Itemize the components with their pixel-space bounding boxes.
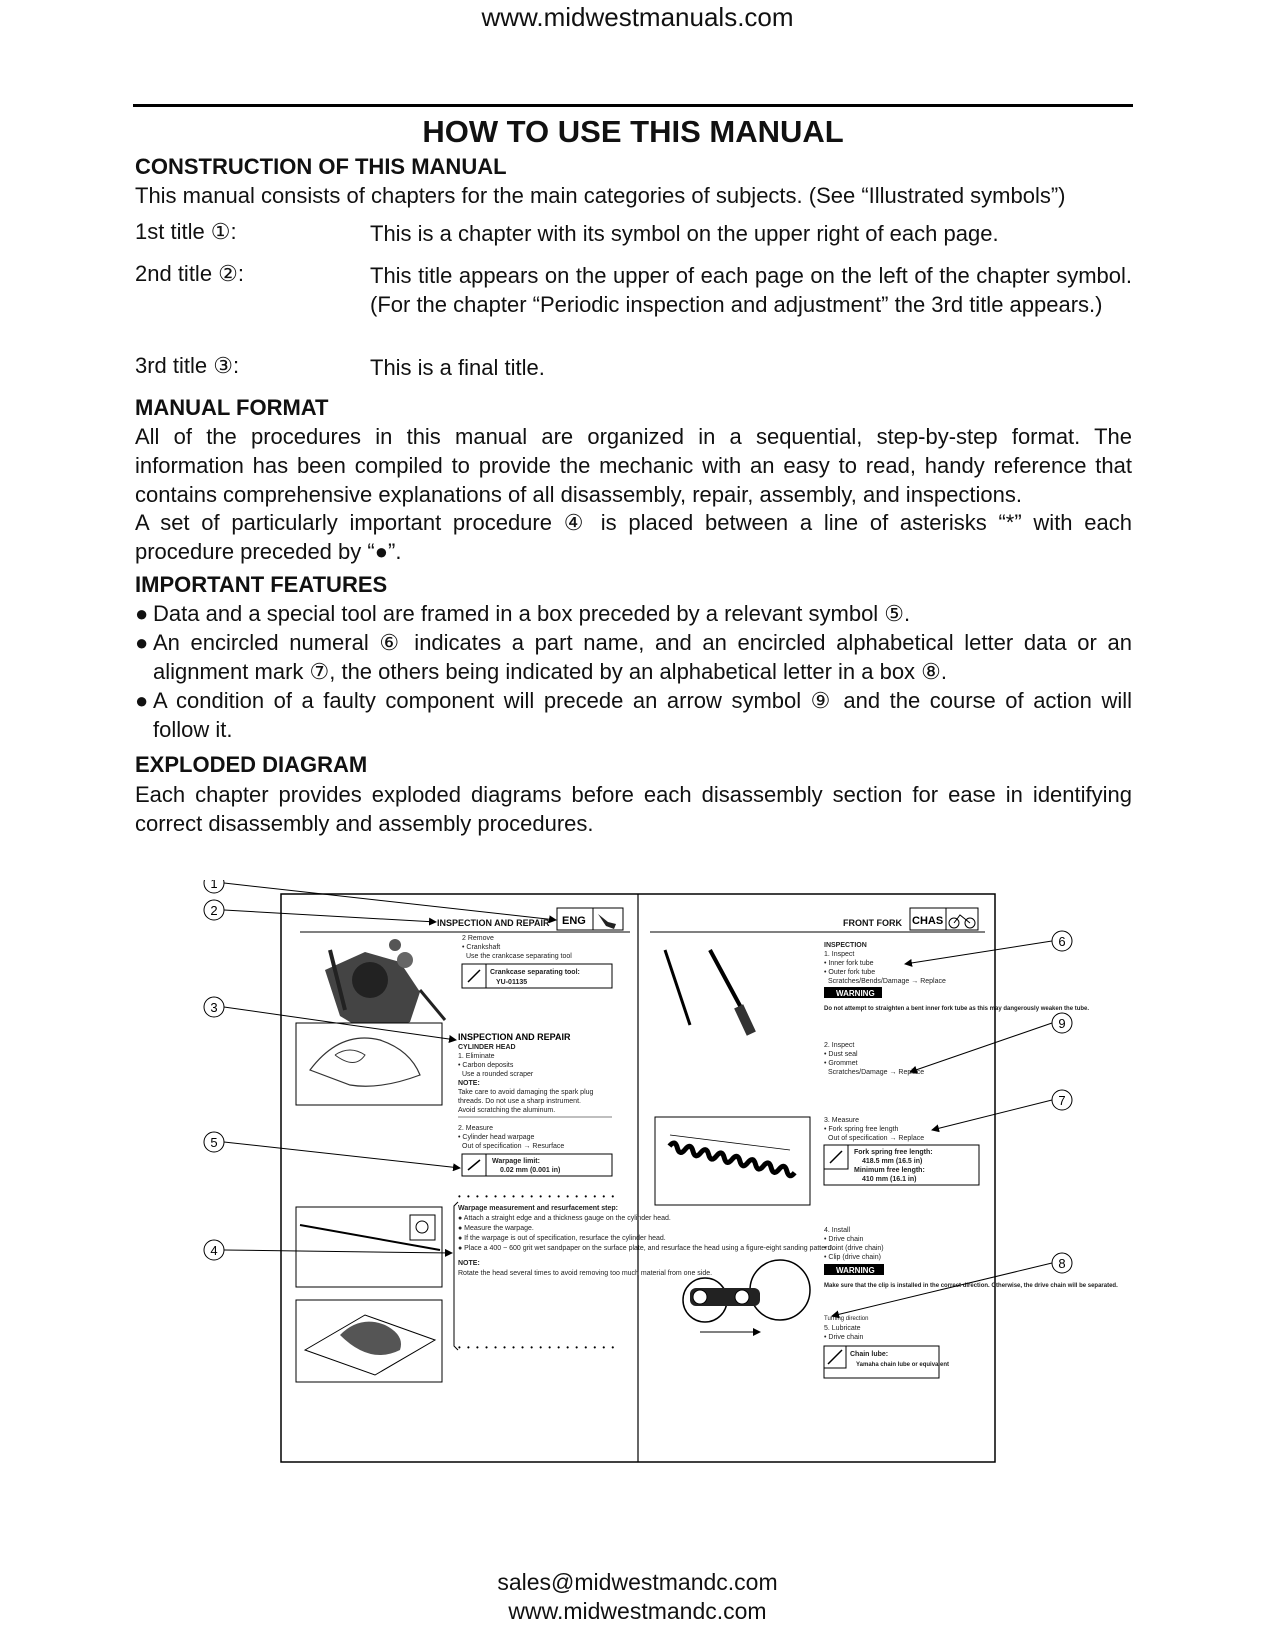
construction-heading: CONSTRUCTION OF THIS MANUAL xyxy=(135,154,507,179)
footer-email: sales@midwestmandc.com xyxy=(497,1569,778,1595)
sample-pages-figure xyxy=(0,880,1275,1490)
svg-text:WARNING: WARNING xyxy=(836,989,875,998)
svg-text:4. Install: 4. Install xyxy=(824,1227,851,1234)
svg-text:● Measure the warpage.: ● Measure the warpage. xyxy=(458,1225,534,1232)
features-heading: IMPORTANT FEATURES xyxy=(135,572,388,597)
header-rule xyxy=(133,104,1133,107)
svg-text:Use the crankcase separating t: Use the crankcase separating tool xyxy=(466,953,572,960)
svg-text:threads. Do not use a sharp in: threads. Do not use a sharp instrument. xyxy=(458,1098,581,1105)
svg-text:2 Remove: 2 Remove xyxy=(462,935,494,942)
svg-text:Warpage limit:: Warpage limit: xyxy=(492,1158,540,1165)
svg-text:● If the warpage is out of spe: ● If the warpage is out of specification, resurface the cylinder head. xyxy=(458,1235,666,1242)
svg-text:Use a rounded scraper: Use a rounded scraper xyxy=(462,1071,534,1078)
svg-text:• • • • • • • • • • • • • • •: • • • • • • • • • • • • • • • • • • xyxy=(458,1192,617,1201)
feature-text: A condition of a faulty component will precede an arrow symbol ⑨ and the course of action will follow it. xyxy=(153,688,1132,742)
feature-item xyxy=(135,628,1132,686)
svg-text:Do not attempt to straighten a: Do not attempt to straighten a bent inner fork tube as this may dangerously weaken the tube. xyxy=(824,1006,1090,1012)
svg-text:Rotate the head several times: Rotate the head several times to avoid removing too much material from one side. xyxy=(458,1270,713,1277)
feature-text: An encircled numeral ⑥ indicates a part name, and an encircled alphabetical letter data or an alignment mark ⑦, the others being indicated by an alphabetical letter in a box ⑧. xyxy=(153,630,1132,684)
svg-text:• Dust seal: • Dust seal xyxy=(824,1051,858,1058)
svg-text:WARNING: WARNING xyxy=(836,1266,875,1275)
svg-text:Scratches/Damage → Replace: Scratches/Damage → Replace xyxy=(828,1069,925,1076)
svg-text:2. Inspect: 2. Inspect xyxy=(824,1042,855,1049)
svg-text:5: 5 xyxy=(210,1135,218,1150)
title-label-3: 3rd title ③: xyxy=(135,353,240,378)
site-url-top: www.midwestmanuals.com xyxy=(481,2,794,32)
exploded-text: Each chapter provides exploded diagrams before each disassembly section for ease in identifying correct disassembly and assembly procedures. xyxy=(135,782,1132,836)
svg-text:3: 3 xyxy=(210,1000,218,1015)
svg-text:0.02 mm (0.001 in): 0.02 mm (0.001 in) xyxy=(500,1167,561,1174)
svg-text:Fork spring free length:: Fork spring free length: xyxy=(854,1149,933,1156)
eng-symbol: ENG xyxy=(562,915,586,927)
svg-text:410 mm (16.1 in): 410 mm (16.1 in) xyxy=(862,1176,917,1183)
svg-text:1. Inspect: 1. Inspect xyxy=(824,951,855,958)
feature-item xyxy=(135,599,1132,628)
title-desc-3: This is a final title. xyxy=(370,355,545,380)
svg-text:Crankcase separating tool:: Crankcase separating tool: xyxy=(490,969,580,976)
svg-text:Out of specification → Resurfa: Out of specification → Resurface xyxy=(462,1143,565,1150)
svg-text:Turning direction: Turning direction xyxy=(824,1316,869,1322)
title-desc-1: This is a chapter with its symbol on the upper right of each page. xyxy=(370,221,999,246)
svg-text:418.5 mm (16.5 in): 418.5 mm (16.5 in) xyxy=(862,1158,923,1165)
svg-text:• Outer fork tube: • Outer fork tube xyxy=(824,969,876,976)
svg-text:Take care to avoid damaging th: Take care to avoid damaging the spark plug xyxy=(458,1089,594,1096)
svg-text:Out of specification → Replace: Out of specification → Replace xyxy=(828,1135,925,1142)
svg-text:Chain lube:: Chain lube: xyxy=(850,1351,889,1358)
construction-intro: This manual consists of chapters for the main categories of subjects. (See “Illustrated symbols”) xyxy=(135,183,1066,208)
footer xyxy=(0,1568,1275,1626)
bullet-dot: ● xyxy=(135,630,149,655)
svg-text:INSPECTION: INSPECTION xyxy=(824,942,867,949)
svg-text:• Fork spring free length: • Fork spring free length xyxy=(824,1126,899,1133)
svg-text:• Crankshaft: • Crankshaft xyxy=(462,944,501,951)
chas-symbol: CHAS xyxy=(912,915,944,927)
svg-text:Scratches/Bends/Damage → Repla: Scratches/Bends/Damage → Replace xyxy=(828,978,946,985)
svg-text:● Attach a straight edge and a: ● Attach a straight edge and a thickness gauge on the cylinder head. xyxy=(458,1215,671,1222)
svg-text:• Cylinder head warpage: • Cylinder head warpage xyxy=(458,1134,535,1141)
left-page-header: INSPECTION AND REPAIR xyxy=(437,918,550,928)
svg-text:NOTE:: NOTE: xyxy=(458,1080,480,1087)
svg-text:9: 9 xyxy=(1058,1016,1066,1031)
svg-text:• Clip (drive chain): • Clip (drive chain) xyxy=(824,1254,881,1261)
right-page-header: FRONT FORK xyxy=(843,918,902,928)
svg-text:Make sure that the clip is ins: Make sure that the clip is installed in the correct direction. Otherwise, the drive chain will be separated. xyxy=(824,1283,1118,1289)
svg-text:● Place a 400 ~ 600 grit wet s: ● Place a 400 ~ 600 grit wet sandpaper on the surface plate, and resurface the head using a figure-eight sanding pattern. xyxy=(458,1245,834,1252)
svg-text:7: 7 xyxy=(1058,1093,1066,1108)
svg-text:1. Eliminate: 1. Eliminate xyxy=(458,1053,495,1060)
format-heading: MANUAL FORMAT xyxy=(135,395,329,420)
svg-text:Minimum free length:: Minimum free length: xyxy=(854,1167,925,1174)
svg-text:• • • • • • • • • • • • • • •: • • • • • • • • • • • • • • • • • • xyxy=(458,1343,617,1352)
title-label-2: 2nd title ②: xyxy=(135,261,245,286)
svg-text:Avoid scratching the aluminum.: Avoid scratching the aluminum. xyxy=(458,1107,556,1114)
bullet-dot: ● xyxy=(135,601,149,626)
bullet-dot: ● xyxy=(135,688,149,713)
svg-text:NOTE:: NOTE: xyxy=(458,1260,480,1267)
title-desc-2: This title appears on the upper of each page on the left of the chapter symbol. (For the chapter “Periodic inspection and adjustment” the 3rd title appears.) xyxy=(370,263,1132,317)
svg-text:CYLINDER HEAD: CYLINDER HEAD xyxy=(458,1044,516,1051)
svg-text:8: 8 xyxy=(1058,1256,1066,1271)
format-paragraph-1: All of the procedures in this manual are organized in a sequential, step-by-step format. The information has been compiled to provide the mechanic with an easy to read, handy reference that contains comprehensive explanations of all disassembly, repair, assembly, and inspections. xyxy=(135,424,1132,507)
svg-text:4: 4 xyxy=(210,1243,218,1258)
svg-text:• Drive chain: • Drive chain xyxy=(824,1236,864,1243)
svg-text:1: 1 xyxy=(210,880,218,891)
format-paragraph-2: A set of particularly important procedure ④ is placed between a line of asterisks “*” with each procedure preceded by “●”. xyxy=(135,510,1132,564)
svg-text:5. Lubricate: 5. Lubricate xyxy=(824,1325,861,1332)
exploded-heading: EXPLODED DIAGRAM xyxy=(135,752,368,777)
svg-text:YU-01135: YU-01135 xyxy=(496,979,528,986)
title-label-1: 1st title ①: xyxy=(135,219,237,244)
svg-text:• Drive chain: • Drive chain xyxy=(824,1334,864,1341)
svg-text:6: 6 xyxy=(1058,934,1066,949)
svg-text:• Carbon deposits: • Carbon deposits xyxy=(458,1062,514,1069)
svg-text:• Inner fork tube: • Inner fork tube xyxy=(824,960,874,967)
footer-site: www.midwestmandc.com xyxy=(508,1598,767,1624)
svg-text:3. Measure: 3. Measure xyxy=(824,1117,860,1124)
page-title: HOW TO USE THIS MANUAL xyxy=(422,114,844,149)
svg-text:INSPECTION AND REPAIR: INSPECTION AND REPAIR xyxy=(458,1032,571,1042)
svg-text:• Grommet: • Grommet xyxy=(824,1060,858,1067)
svg-text:Warpage measurement and resurf: Warpage measurement and resurfacement step: xyxy=(458,1205,619,1212)
svg-text:• Joint (drive chain): • Joint (drive chain) xyxy=(824,1245,884,1252)
feature-text: Data and a special tool are framed in a box preceded by a relevant symbol ⑤. xyxy=(153,601,911,626)
svg-text:Yamaha chain lube or equivalen: Yamaha chain lube or equivalent xyxy=(856,1362,950,1368)
svg-text:2. Measure: 2. Measure xyxy=(458,1125,494,1132)
feature-item xyxy=(135,686,1132,744)
svg-text:2: 2 xyxy=(210,903,218,918)
